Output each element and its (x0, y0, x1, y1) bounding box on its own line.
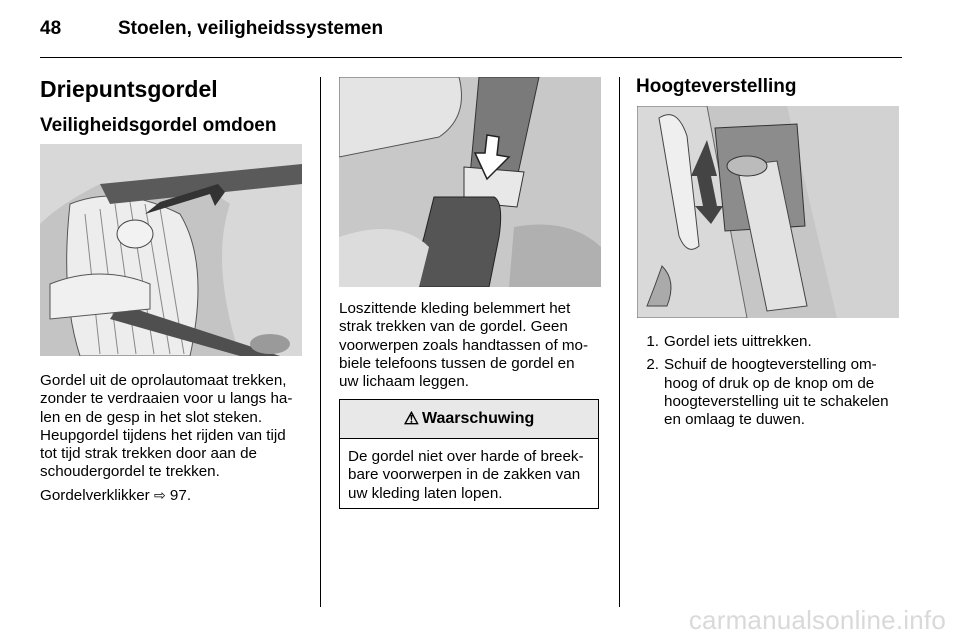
warning-icon: ⚠ (403, 409, 419, 428)
page-header (40, 18, 383, 40)
clothing-note: Loszittende kleding belemmert het strak trekken van de gordel. Geen voorwerpen zoals handtassen of mo- biele telefoons tussen de gordel en uw lichaam leggen. (339, 300, 589, 391)
step-1: 1. Gordel iets uittrekken. (646, 333, 812, 350)
column-divider-2 (619, 77, 620, 607)
warning-box (339, 399, 599, 509)
crossref-page: 97. (169, 487, 192, 504)
column-divider-1 (320, 77, 321, 607)
crossref-text: Gordelverklikker (40, 487, 150, 504)
illustration-fastening-belt (40, 144, 302, 356)
step-2: 2. Schuif de hoogteverstelling om- hoog of druk op de knop om de hoogteverstelling uit te schakelen en omlaag te duwen. (646, 356, 889, 429)
page-number: 48 (40, 18, 62, 39)
fasten-instructions: Gordel uit de oprolautomaat trekken, zonder te verdraaien voor u langs ha- len en de gesp in het slot steken. Heupgordel tijdens het rijden van tijd tot tijd strak trekken door aan de schoudergordel te trekken. (40, 372, 293, 481)
crossref (40, 486, 310, 505)
adjust-steps (637, 333, 907, 434)
illustration-buckle (339, 77, 601, 287)
header-rule (40, 57, 902, 58)
section-heading: Driepuntsgordel (40, 76, 218, 102)
warning-text: De gordel niet over harde of breek- bare voorwerpen in de zakken van uw kleding laten lopen. (348, 448, 584, 502)
arrow-right-icon: ⇨ (153, 487, 166, 503)
illustration-height-adjuster (637, 106, 899, 318)
height-adjust-heading: Hoogteverstelling (636, 76, 797, 97)
subsection-heading: Veiligheidsgordel omdoen (40, 115, 277, 136)
chapter-title: Stoelen, veiligheidssystemen (118, 18, 384, 39)
warning-title: ⚠ Waarschuwing (340, 400, 598, 439)
watermark: carmanualsonline.info (688, 605, 946, 635)
